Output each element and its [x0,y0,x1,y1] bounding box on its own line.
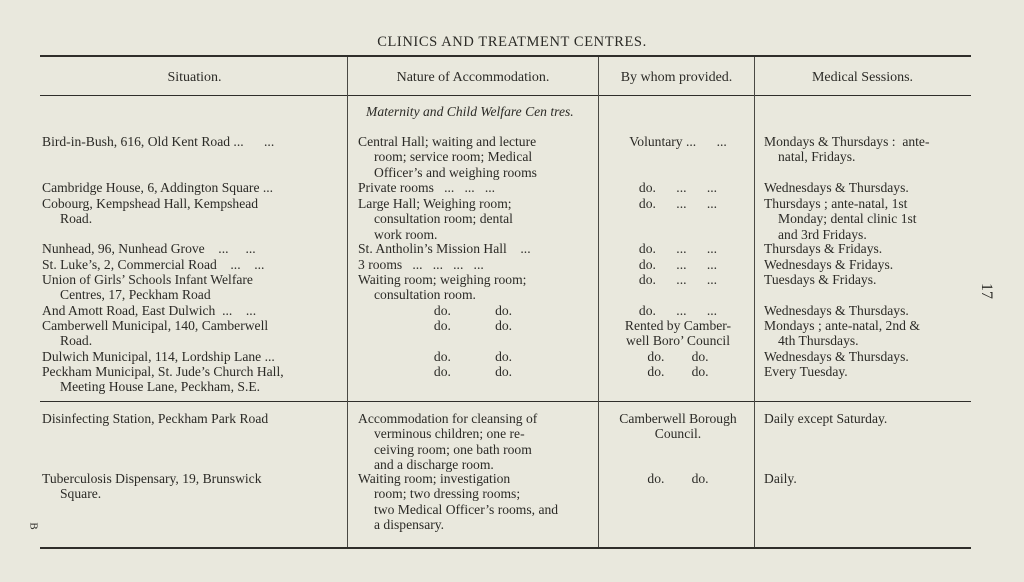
table-cell-accommodation [358,241,588,256]
section-heading: Maternity and Child Welfare Cen tres. [366,104,574,119]
cell-line: do. ... ... [638,241,718,256]
cell-line: Square. [60,486,102,502]
cell-line: Large Hall; Weighing room; [358,196,512,211]
table-cell-accommodation [358,411,588,473]
cell-line: do. do. [647,471,709,486]
table-cell-provided [607,364,749,379]
table-cell-situation [42,349,342,364]
cell-line: 4th Thursdays. [778,333,859,349]
table-cell-situation [42,134,342,149]
cell-line: two Medical Officer’s rooms, and [374,501,559,517]
cell-line: Camberwell Borough [619,411,737,426]
signature-mark: B [27,522,40,530]
column-divider-1 [347,57,348,547]
cell-line: Waiting room; investigation [358,471,511,486]
cell-line: work room. [374,226,438,242]
cell-line: do. do. [433,303,513,318]
cell-line: a dispensary. [374,517,445,533]
cell-line: St. Luke’s, 2, Commercial Road ... ... [42,257,265,272]
table-cell-situation [42,241,342,256]
cell-line: Central Hall; waiting and lecture [358,134,537,149]
header-sessions: Medical Sessions. [811,70,914,85]
table-cell-sessions [764,349,972,364]
cell-line: do. ... ... [638,303,718,318]
cell-line: Private rooms ... ... ... [358,180,496,195]
header-provided: By whom provided. [620,70,733,85]
cell-line: verminous children; one re- [374,426,525,442]
table-cell-sessions [764,272,972,287]
table-cell-provided [607,241,749,256]
table-cell-accommodation [358,272,588,303]
cell-line: do. do. [433,349,513,364]
cell-line: consultation room; dental [374,211,513,227]
cell-line: Rented by Camber- [624,318,732,333]
table-cell-provided [607,471,749,486]
table-cell-provided [607,257,749,272]
cell-line: ceiving room; one bath room [374,441,532,457]
table-cell-sessions [764,303,972,318]
cell-line: do. ... ... [638,196,718,211]
table-cell-sessions [764,318,972,349]
table-cell-provided [607,272,749,287]
cell-line: Daily. [764,471,797,486]
table-cell-accommodation [358,180,588,195]
cell-line: St. Antholin’s Mission Hall ... [358,241,531,256]
cell-line: natal, Fridays. [778,149,856,165]
header-accommodation: Nature of Accommodation. [396,70,550,85]
cell-line: do. do. [647,349,709,364]
table-cell-situation [42,318,342,349]
table-cell-provided [607,411,749,442]
cell-line: Officer’s and weighing rooms [374,164,537,180]
cell-line: Mondays ; ante-natal, 2nd & [764,318,920,333]
table-cell-sessions [764,364,972,379]
cell-line: Dulwich Municipal, 114, Lordship Lane ... [42,349,275,364]
table-cell-situation [42,196,342,227]
table-cell-sessions [764,257,972,272]
cell-line: do. do. [433,318,513,333]
cell-line: Tuesdays & Fridays. [764,272,877,287]
cell-line: Thursdays ; ante-natal, 1st [764,196,908,211]
table-cell-sessions [764,241,972,256]
cell-line: Disinfecting Station, Peckham Park Road [42,411,269,426]
cell-line: Accommodation for cleansing of [358,411,538,426]
bottom-rule [40,547,971,549]
table-cell-situation [42,411,342,426]
cell-line: Tuberculosis Dispensary, 19, Brunswick [42,471,262,486]
table-cell-situation [42,257,342,272]
table-cell-situation [42,272,342,303]
cell-line: and a discharge room. [374,457,494,473]
cell-line: Wednesdays & Thursdays. [764,180,909,195]
cell-line: Every Tuesday. [764,364,848,379]
table-cell-accommodation [358,318,588,333]
cell-line: Cobourg, Kempshead Hall, Kempshead [42,196,259,211]
column-divider-3 [754,57,755,547]
cell-line: Waiting room; weighing room; [358,272,527,287]
cell-line: Wednesdays & Thursdays. [764,349,909,364]
cell-line: Nunhead, 96, Nunhead Grove ... ... [42,241,256,256]
cell-line: Monday; dental clinic 1st [778,211,917,227]
cell-line: Council. [654,426,702,442]
cell-line: 3 rooms ... ... ... ... [358,257,484,272]
cell-line: Centres, 17, Peckham Road [60,287,211,303]
table-cell-provided [607,318,749,349]
cell-line: Cambridge House, 6, Addington Square ... [42,180,274,195]
table-cell-accommodation [358,349,588,364]
cell-line: Bird-in-Bush, 616, Old Kent Road ... ... [42,134,275,149]
cell-line: do. do. [433,364,513,379]
table-cell-situation [42,303,342,318]
cell-line: Meeting House Lane, Peckham, S.E. [60,379,261,395]
table-cell-provided [607,134,749,149]
table-cell-sessions [764,411,972,426]
page-number: 17 [978,283,995,299]
cell-line: Union of Girls’ Schools Infant Welfare [42,272,253,287]
cell-line: do. ... ... [638,180,718,195]
section-rule [40,401,971,402]
table-cell-accommodation [358,257,588,272]
table-cell-accommodation [358,134,588,180]
cell-line: Road. [60,333,93,349]
table-cell-accommodation [358,471,588,533]
table-cell-sessions [764,134,972,165]
table-cell-provided [607,303,749,318]
cell-line: Voluntary ... ... [629,134,727,149]
cell-line: Daily except Saturday. [764,411,888,426]
cell-line: consultation room. [374,287,476,303]
cell-line: And Amott Road, East Dulwich ... ... [42,303,257,318]
cell-line: Thursdays & Fridays. [764,241,883,256]
table-cell-accommodation [358,364,588,379]
cell-line: and 3rd Fridays. [778,226,867,242]
table-cell-provided [607,180,749,195]
table-cell-sessions [764,471,972,486]
top-rule [40,55,971,57]
page-title: CLINICS AND TREATMENT CENTRES. [377,34,647,50]
cell-line: do. ... ... [638,257,718,272]
table-cell-situation [42,471,342,502]
table-cell-situation [42,180,342,195]
cell-line: room; two dressing rooms; [374,486,521,502]
column-divider-2 [598,57,599,547]
header-rule [40,95,971,96]
cell-line: room; service room; Medical [374,149,533,165]
table-cell-sessions [764,180,972,195]
cell-line: Wednesdays & Thursdays. [764,303,909,318]
cell-line: do. do. [647,364,709,379]
table-cell-situation [42,364,342,395]
table-cell-accommodation [358,196,588,242]
cell-line: Wednesdays & Fridays. [764,257,894,272]
cell-line: Mondays & Thursdays : ante- [764,134,930,149]
table-cell-sessions [764,196,972,242]
cell-line: Camberwell Municipal, 140, Camberwell [42,318,269,333]
cell-line: do. ... ... [638,272,718,287]
cell-line: Peckham Municipal, St. Jude’s Church Hall, [42,364,284,379]
table-cell-accommodation [358,303,588,318]
table-cell-provided [607,349,749,364]
cell-line: well Boro’ Council [626,333,730,349]
table-cell-provided [607,196,749,211]
cell-line: Road. [60,211,93,227]
header-situation: Situation. [167,70,222,85]
